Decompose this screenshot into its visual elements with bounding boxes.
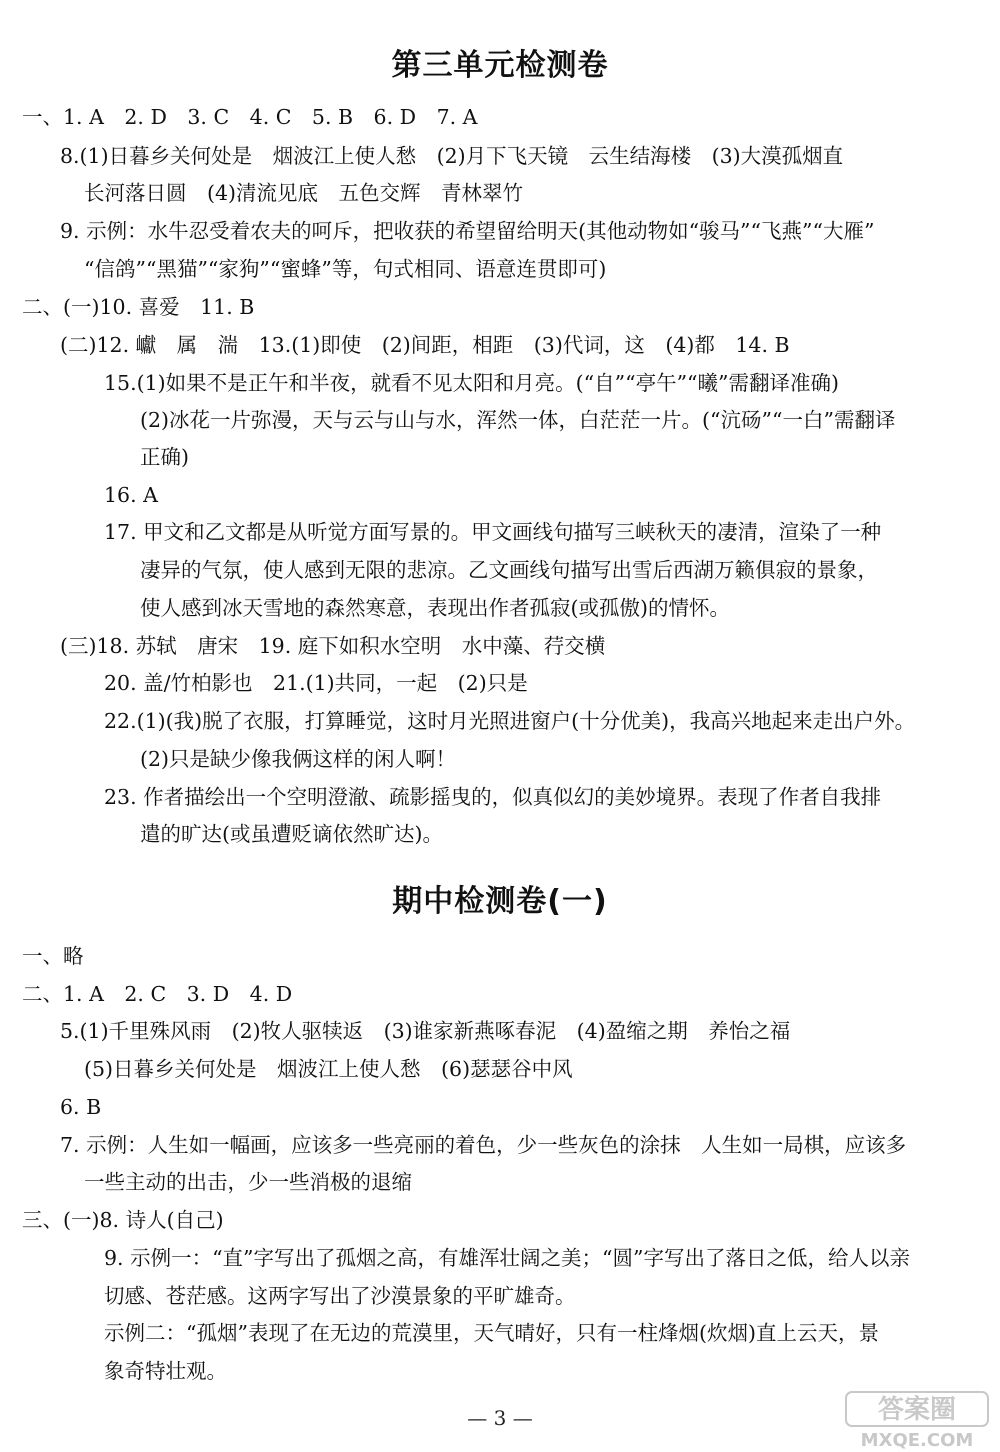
answer-line: 二、1. A 2. C 3. D 4. D — [22, 982, 293, 1006]
answer-line: 17. 甲文和乙文都是从听觉方面写景的。甲文画线句描写三峡秋天的凄清，渲染了一种 — [104, 520, 882, 544]
answer-line: 20. 盖/竹柏影也 21.(1)共同，一起 (2)只是 — [104, 671, 528, 695]
section-title: 第三单元检测卷 — [391, 48, 609, 83]
answer-line: (2)只是缺少像我俩这样的闲人啊！ — [140, 747, 457, 771]
answer-line: 一些主动的出击，少一些消极的退缩 — [84, 1170, 412, 1194]
answer-line: 二、(一)10. 喜爱 11. B — [22, 295, 255, 319]
answer-line: 16. A — [104, 483, 158, 507]
watermark-top-text: 答案圈 — [877, 1395, 957, 1425]
answer-line: 示例二：“孤烟”表现了在无边的荒漠里，天气晴好，只有一柱烽烟(炊烟)直上云天，景 — [104, 1321, 879, 1345]
answer-line: 9. 示例一：“直”字写出了孤烟之高，有雄浑壮阔之美；“圆”字写出了落日之低，给人以亲 — [104, 1246, 910, 1270]
section-title: 期中检测卷(一) — [392, 884, 608, 919]
answer-line: 5.(1)千里殊风雨 (2)牧人驱犊返 (3)谁家新燕啄春泥 (4)盈缩之期 养怡之福 — [60, 1019, 791, 1043]
answer-line: 使人感到冰天雪地的森然寒意，表现出作者孤寂(或孤傲)的情怀。 — [140, 596, 730, 620]
answer-line: 15.(1)如果不是正午和半夜，就看不见太阳和月亮。(“自”“亭午”“曦”需翻译准确) — [104, 371, 840, 395]
answer-line: 8.(1)日暮乡关何处是 烟波江上使人愁 (2)月下飞天镜 云生结海楼 (3)大漠孤烟直 — [60, 144, 844, 168]
answer-line: 一、略 — [22, 944, 84, 968]
answer-line: 正确) — [140, 445, 189, 469]
answer-line: 象奇特壮观。 — [104, 1359, 227, 1383]
answer-line: “信鸽”“黑猫”“家狗”“蜜蜂”等，句式相同、语意连贯即可) — [84, 257, 607, 281]
answer-line: 6. B — [60, 1095, 102, 1119]
answer-line: 凄异的气氛，使人感到无限的悲凉。乙文画线句描写出雪后西湖万籁俱寂的景象， — [140, 558, 878, 582]
answer-line: 22.(1)(我)脱了衣服，打算睡觉，这时月光照进窗户(十分优美)，我高兴地起来走出户外。 — [104, 709, 916, 733]
answer-line: 23. 作者描绘出一个空明澄澈、疏影摇曳的，似真似幻的美妙境界。表现了作者自我排 — [104, 785, 882, 809]
answer-line: 7. 示例：人生如一幅画，应该多一些亮丽的着色，少一些灰色的涂抹 人生如一局棋，应该多 — [60, 1133, 907, 1157]
answer-line: 三、(一)8. 诗人(自己) — [22, 1208, 224, 1232]
answer-line: (2)冰花一片弥漫，天与云与山与水，浑然一体，白茫茫一片。(“沆砀”“一白”需翻译 — [140, 408, 896, 432]
answer-line: 长河落日圆 (4)清流见底 五色交辉 青林翠竹 — [84, 181, 524, 205]
answer-line: 切感、苍茫感。这两字写出了沙漠景象的平旷雄奇。 — [104, 1284, 576, 1308]
answer-line: 一、1. A 2. D 3. C 4. C 5. B 6. D 7. A — [22, 105, 478, 129]
page-number: — 3 — — [467, 1406, 533, 1430]
answer-line: (二)12. 巘 属 湍 13.(1)即使 (2)间距，相距 (3)代词，这 (4)都 14. B — [60, 333, 790, 357]
watermark-bottom-text: MXQE.COM — [860, 1430, 974, 1450]
answer-line: (5)日暮乡关何处是 烟波江上使人愁 (6)瑟瑟谷中风 — [84, 1057, 573, 1081]
answer-line: (三)18. 苏轼 唐宋 19. 庭下如积水空明 水中藻、荇交横 — [60, 634, 606, 658]
answer-line: 遣的旷达(或虽遭贬谪依然旷达)。 — [140, 822, 443, 846]
site-watermark-logo — [842, 1390, 992, 1450]
answer-line: 9. 示例：水牛忍受着农夫的呵斥，把收获的希望留给明天(其他动物如“骏马”“飞燕”“大雁” — [60, 219, 875, 243]
